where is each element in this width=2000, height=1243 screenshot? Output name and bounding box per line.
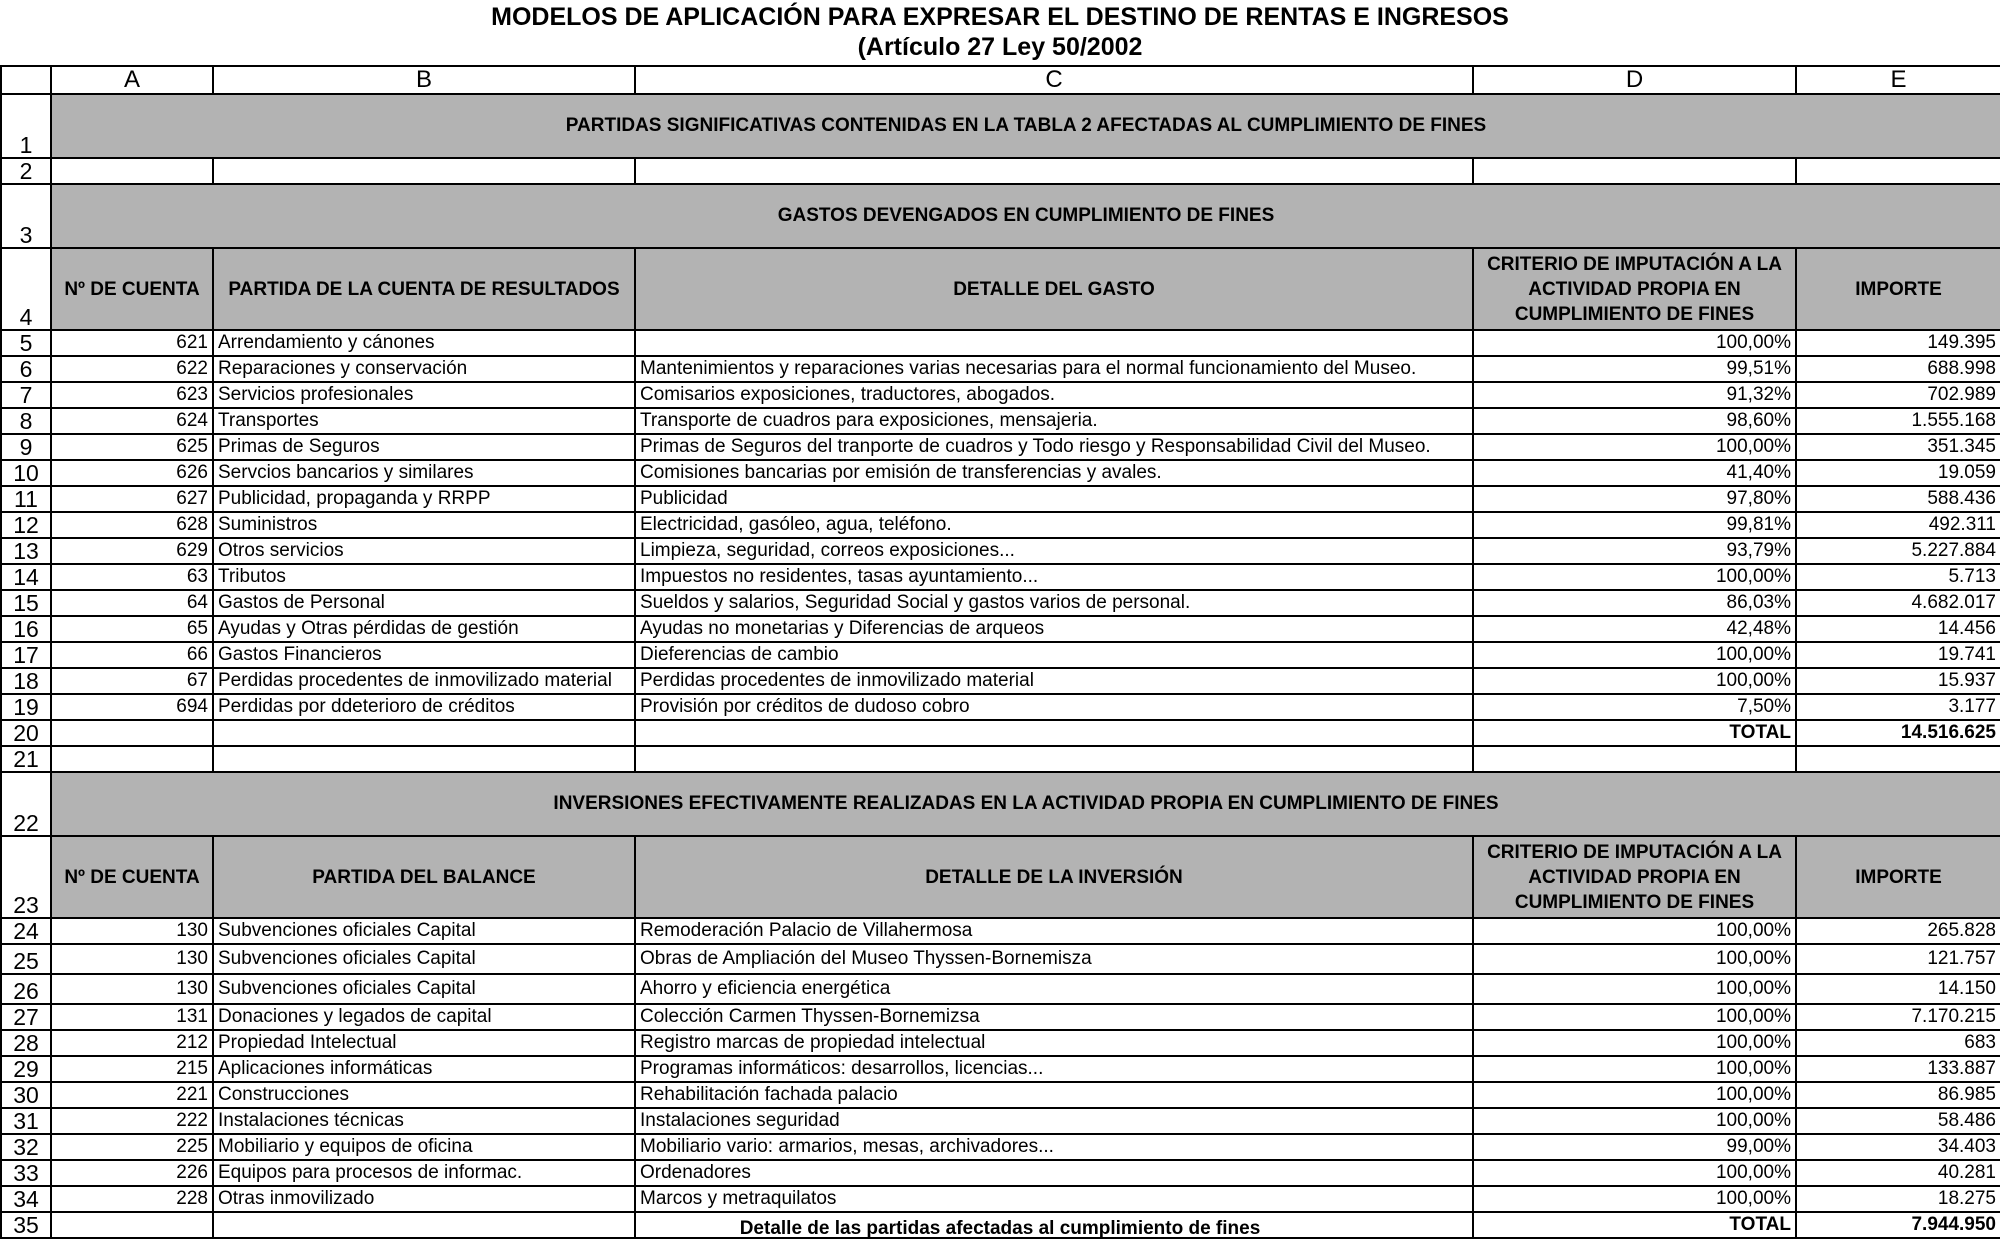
row-number[interactable]: 12 <box>1 512 51 538</box>
detail-cell[interactable]: Perdidas procedentes de inmovilizado material <box>635 668 1473 694</box>
row-number[interactable]: 27 <box>1 1004 51 1030</box>
table-row <box>1 1004 2000 1030</box>
total-value[interactable]: 14.516.625 <box>1796 720 2000 746</box>
row-number[interactable]: 8 <box>1 408 51 434</box>
row-number[interactable]: 2 <box>1 158 51 184</box>
account-number-cell[interactable]: 694 <box>51 694 213 720</box>
amount-cell[interactable]: 3.177 <box>1796 694 2000 720</box>
detail-cell[interactable]: Electricidad, gasóleo, agua, teléfono. <box>635 512 1473 538</box>
table-row <box>1 512 2000 538</box>
row-number[interactable]: 16 <box>1 616 51 642</box>
row-number[interactable]: 10 <box>1 460 51 486</box>
criteria-cell[interactable]: 100,00% <box>1473 974 1796 1004</box>
amount-cell[interactable]: 15.937 <box>1796 668 2000 694</box>
account-number-header[interactable]: Nº DE CUENTA <box>51 836 213 918</box>
criteria-cell[interactable]: 99,00% <box>1473 1134 1796 1160</box>
amount-cell[interactable]: 14.456 <box>1796 616 2000 642</box>
table-row <box>1 918 2000 944</box>
table-row <box>1 1108 2000 1134</box>
criteria-cell[interactable]: 7,50% <box>1473 694 1796 720</box>
column-header-e[interactable]: E <box>1796 66 2000 94</box>
account-number-cell[interactable]: 215 <box>51 1056 213 1082</box>
table-row <box>1 944 2000 974</box>
amount-header[interactable]: IMPORTE <box>1796 836 2000 918</box>
column-header-a[interactable]: A <box>51 66 213 94</box>
row-number[interactable]: 22 <box>1 772 51 836</box>
row-number[interactable]: 34 <box>1 1186 51 1212</box>
criteria-cell[interactable]: 100,00% <box>1473 1108 1796 1134</box>
detail-cell[interactable]: Ahorro y eficiencia energética <box>635 974 1473 1004</box>
criteria-header[interactable]: CRITERIO DE IMPUTACIÓN A LA ACTIVIDAD PROPIA EN CUMPLIMIENTO DE FINES <box>1473 248 1796 330</box>
empty-cell[interactable] <box>635 158 1473 184</box>
account-number-cell[interactable]: 226 <box>51 1160 213 1186</box>
row-number[interactable]: 14 <box>1 564 51 590</box>
account-number-cell[interactable]: 627 <box>51 486 213 512</box>
detail-cell[interactable]: Ayudas no monetarias y Diferencias de arqueos <box>635 616 1473 642</box>
column-header-b[interactable]: B <box>213 66 635 94</box>
row-number[interactable]: 24 <box>1 918 51 944</box>
criteria-cell[interactable]: 100,00% <box>1473 918 1796 944</box>
section-header-row <box>1 184 2000 248</box>
amount-cell[interactable]: 702.989 <box>1796 382 2000 408</box>
item-cell[interactable]: Mobiliario y equipos de oficina <box>213 1134 635 1160</box>
item-cell[interactable]: Instalaciones técnicas <box>213 1108 635 1134</box>
table-row <box>1 382 2000 408</box>
account-number-cell[interactable]: 221 <box>51 1082 213 1108</box>
account-number-cell[interactable]: 130 <box>51 944 213 974</box>
amount-header[interactable]: IMPORTE <box>1796 248 2000 330</box>
row-number[interactable]: 35 <box>1 1212 51 1238</box>
empty-cell[interactable] <box>213 746 635 772</box>
amount-cell[interactable]: 86.985 <box>1796 1082 2000 1108</box>
account-number-cell[interactable]: 622 <box>51 356 213 382</box>
criteria-cell[interactable]: 42,48% <box>1473 616 1796 642</box>
criteria-cell[interactable]: 100,00% <box>1473 564 1796 590</box>
detail-cell[interactable]: Comisarios exposiciones, traductores, abogados. <box>635 382 1473 408</box>
amount-cell[interactable]: 683 <box>1796 1030 2000 1056</box>
table-row <box>1 590 2000 616</box>
empty-cell[interactable] <box>51 158 213 184</box>
row-number[interactable]: 26 <box>1 974 51 1004</box>
amount-cell[interactable]: 688.998 <box>1796 356 2000 382</box>
detail-cell[interactable]: Primas de Seguros del tranporte de cuadros y Todo riesgo y Responsabilidad Civil del Museo. <box>635 434 1473 460</box>
item-cell[interactable]: Primas de Seguros <box>213 434 635 460</box>
row-number[interactable]: 17 <box>1 642 51 668</box>
amount-cell[interactable]: 4.682.017 <box>1796 590 2000 616</box>
row-number[interactable]: 28 <box>1 1030 51 1056</box>
section-title[interactable]: GASTOS DEVENGADOS EN CUMPLIMIENTO DE FINES <box>51 184 2000 248</box>
item-cell[interactable]: Perdidas procedentes de inmovilizado material <box>213 668 635 694</box>
row-number[interactable]: 5 <box>1 330 51 356</box>
detail-cell[interactable]: Publicidad <box>635 486 1473 512</box>
item-cell[interactable]: Subvenciones oficiales Capital <box>213 918 635 944</box>
table-row <box>1 694 2000 720</box>
amount-cell[interactable]: 19.741 <box>1796 642 2000 668</box>
page-subtitle: (Artículo 27 Ley 50/2002 <box>857 33 1143 61</box>
account-number-cell[interactable]: 628 <box>51 512 213 538</box>
item-cell[interactable]: Construcciones <box>213 1082 635 1108</box>
detail-cell[interactable]: Mantenimientos y reparaciones varias necesarias para el normal funcionamiento del Museo. <box>635 356 1473 382</box>
amount-cell[interactable]: 40.281 <box>1796 1160 2000 1186</box>
item-cell[interactable]: Publicidad, propaganda y RRPP <box>213 486 635 512</box>
row-number[interactable]: 6 <box>1 356 51 382</box>
row-number[interactable]: 7 <box>1 382 51 408</box>
item-cell[interactable]: Equipos para procesos de informac. <box>213 1160 635 1186</box>
table-row <box>1 330 2000 356</box>
criteria-header[interactable]: CRITERIO DE IMPUTACIÓN A LA ACTIVIDAD PROPIA EN CUMPLIMIENTO DE FINES <box>1473 836 1796 918</box>
table-row <box>1 408 2000 434</box>
amount-cell[interactable]: 5.713 <box>1796 564 2000 590</box>
item-cell[interactable]: Arrendamiento y cánones <box>213 330 635 356</box>
detail-cell[interactable]: Transporte de cuadros para exposiciones, mensajeria. <box>635 408 1473 434</box>
table-row <box>1 668 2000 694</box>
item-cell[interactable]: Subvenciones oficiales Capital <box>213 944 635 974</box>
item-cell[interactable]: Reparaciones y conservación <box>213 356 635 382</box>
detail-cell[interactable]: Mobiliario vario: armarios, mesas, archivadores... <box>635 1134 1473 1160</box>
amount-cell[interactable]: 19.059 <box>1796 460 2000 486</box>
section-title[interactable]: PARTIDAS SIGNIFICATIVAS CONTENIDAS EN LA TABLA 2 AFECTADAS AL CUMPLIMIENTO DE FINES <box>51 94 2000 158</box>
account-number-cell[interactable]: 624 <box>51 408 213 434</box>
column-header-c[interactable]: C <box>635 66 1473 94</box>
item-cell[interactable]: Servicios profesionales <box>213 382 635 408</box>
empty-cell[interactable] <box>635 746 1473 772</box>
row-number[interactable]: 4 <box>1 248 51 330</box>
detail-header[interactable]: DETALLE DE LA INVERSIÓN <box>635 836 1473 918</box>
amount-cell[interactable]: 149.395 <box>1796 330 2000 356</box>
row-number[interactable]: 19 <box>1 694 51 720</box>
criteria-cell[interactable]: 41,40% <box>1473 460 1796 486</box>
detail-header[interactable]: DETALLE DEL GASTO <box>635 248 1473 330</box>
empty-cell[interactable] <box>51 746 213 772</box>
row-number[interactable]: 21 <box>1 746 51 772</box>
amount-cell[interactable]: 1.555.168 <box>1796 408 2000 434</box>
account-number-cell[interactable]: 212 <box>51 1030 213 1056</box>
row-number[interactable]: 15 <box>1 590 51 616</box>
row-number[interactable]: 3 <box>1 184 51 248</box>
account-number-cell[interactable]: 228 <box>51 1186 213 1212</box>
blank-row <box>1 158 2000 184</box>
section-header-row <box>1 772 2000 836</box>
table-row <box>1 974 2000 1004</box>
account-number-cell[interactable]: 625 <box>51 434 213 460</box>
criteria-cell[interactable]: 98,60% <box>1473 408 1796 434</box>
amount-cell[interactable]: 58.486 <box>1796 1108 2000 1134</box>
table-row <box>1 460 2000 486</box>
detail-cell[interactable] <box>635 330 1473 356</box>
table-row <box>1 642 2000 668</box>
criteria-cell[interactable]: 100,00% <box>1473 1160 1796 1186</box>
table-row <box>1 616 2000 642</box>
blank-row <box>1 746 2000 772</box>
table-row <box>1 356 2000 382</box>
item-header[interactable]: PARTIDA DEL BALANCE <box>213 836 635 918</box>
amount-cell[interactable]: 265.828 <box>1796 918 2000 944</box>
row-number[interactable]: 25 <box>1 944 51 974</box>
row-number[interactable]: 33 <box>1 1160 51 1186</box>
detail-cell[interactable]: Obras de Ampliación del Museo Thyssen-Bornemisza <box>635 944 1473 974</box>
item-cell[interactable]: Otras inmovilizado <box>213 1186 635 1212</box>
criteria-cell[interactable]: 99,51% <box>1473 356 1796 382</box>
section-title[interactable]: INVERSIONES EFECTIVAMENTE REALIZADAS EN LA ACTIVIDAD PROPIA EN CUMPLIMIENTO DE FINES <box>51 772 2000 836</box>
detail-cell[interactable]: Registro marcas de propiedad intelectual <box>635 1030 1473 1056</box>
item-cell[interactable]: Perdidas por ddeterioro de créditos <box>213 694 635 720</box>
row-number[interactable]: 29 <box>1 1056 51 1082</box>
detail-cell[interactable]: Instalaciones seguridad <box>635 1108 1473 1134</box>
row-number[interactable]: 18 <box>1 668 51 694</box>
criteria-cell[interactable]: 100,00% <box>1473 1030 1796 1056</box>
row-number[interactable]: 9 <box>1 434 51 460</box>
item-cell[interactable]: Propiedad Intelectual <box>213 1030 635 1056</box>
row-number[interactable]: 32 <box>1 1134 51 1160</box>
detail-cell[interactable]: Limpieza, seguridad, correos exposiciones... <box>635 538 1473 564</box>
item-cell[interactable]: Gastos de Personal <box>213 590 635 616</box>
item-cell[interactable]: Suministros <box>213 512 635 538</box>
total-row <box>1 720 2000 746</box>
table-row <box>1 564 2000 590</box>
account-number-cell[interactable]: 621 <box>51 330 213 356</box>
table-row <box>1 1134 2000 1160</box>
item-cell[interactable]: Servcios bancarios y similares <box>213 460 635 486</box>
amount-cell[interactable]: 588.436 <box>1796 486 2000 512</box>
empty-cell[interactable] <box>213 158 635 184</box>
total-label[interactable]: TOTAL <box>1473 720 1796 746</box>
empty-cell[interactable] <box>213 720 635 746</box>
account-number-cell[interactable]: 67 <box>51 668 213 694</box>
corner-cell <box>1 66 51 94</box>
page-title: MODELOS DE APLICACIÓN PARA EXPRESAR EL DESTINO DE RENTAS E INGRESOS <box>491 3 1509 31</box>
amount-cell[interactable]: 14.150 <box>1796 974 2000 1004</box>
account-number-cell[interactable]: 130 <box>51 974 213 1004</box>
row-number[interactable]: 11 <box>1 486 51 512</box>
empty-cell[interactable] <box>635 720 1473 746</box>
criteria-cell[interactable]: 86,03% <box>1473 590 1796 616</box>
criteria-cell[interactable]: 100,00% <box>1473 668 1796 694</box>
amount-cell[interactable]: 492.311 <box>1796 512 2000 538</box>
item-cell[interactable]: Aplicaciones informáticas <box>213 1056 635 1082</box>
criteria-cell[interactable]: 100,00% <box>1473 1186 1796 1212</box>
empty-cell[interactable] <box>1796 746 2000 772</box>
item-cell[interactable]: Donaciones y legados de capital <box>213 1004 635 1030</box>
table-row <box>1 1082 2000 1108</box>
item-cell[interactable]: Otros servicios <box>213 538 635 564</box>
item-cell[interactable]: Transportes <box>213 408 635 434</box>
row-number[interactable]: 31 <box>1 1108 51 1134</box>
criteria-cell[interactable]: 100,00% <box>1473 1004 1796 1030</box>
row-number[interactable]: 30 <box>1 1082 51 1108</box>
account-number-cell[interactable]: 66 <box>51 642 213 668</box>
row-number[interactable]: 23 <box>1 836 51 918</box>
criteria-cell[interactable]: 97,80% <box>1473 486 1796 512</box>
total-value[interactable]: 7.944.950 <box>1796 1212 2000 1238</box>
table-row <box>1 1160 2000 1186</box>
detail-cell[interactable]: Comisiones bancarias por emisión de transferencias y avales. <box>635 460 1473 486</box>
account-number-header[interactable]: Nº DE CUENTA <box>51 248 213 330</box>
account-number-cell[interactable]: 222 <box>51 1108 213 1134</box>
detail-cell[interactable]: Ordenadores <box>635 1160 1473 1186</box>
column-header-row <box>1 66 2000 94</box>
detail-cell[interactable]: Programas informáticos: desarrollos, licencias... <box>635 1056 1473 1082</box>
criteria-cell[interactable]: 93,79% <box>1473 538 1796 564</box>
amount-cell[interactable]: 7.170.215 <box>1796 1004 2000 1030</box>
table-row <box>1 538 2000 564</box>
item-header[interactable]: PARTIDA DE LA CUENTA DE RESULTADOS <box>213 248 635 330</box>
criteria-cell[interactable]: 100,00% <box>1473 944 1796 974</box>
account-number-cell[interactable]: 63 <box>51 564 213 590</box>
total-label[interactable]: TOTAL <box>1473 1212 1796 1238</box>
footer-caption: Detalle de las partidas afectadas al cumplimiento de fines <box>739 1218 1261 1239</box>
table-row <box>1 434 2000 460</box>
detail-cell[interactable]: Marcos y metraquilatos <box>635 1186 1473 1212</box>
row-number[interactable]: 20 <box>1 720 51 746</box>
empty-cell[interactable] <box>1473 746 1796 772</box>
row-number[interactable]: 1 <box>1 94 51 158</box>
criteria-cell[interactable]: 99,81% <box>1473 512 1796 538</box>
amount-cell[interactable]: 34.403 <box>1796 1134 2000 1160</box>
criteria-cell[interactable]: 100,00% <box>1473 1082 1796 1108</box>
criteria-cell[interactable]: 100,00% <box>1473 434 1796 460</box>
detail-cell[interactable]: Impuestos no residentes, tasas ayuntamiento... <box>635 564 1473 590</box>
detail-cell[interactable]: Rehabilitación fachada palacio <box>635 1082 1473 1108</box>
table-row <box>1 486 2000 512</box>
empty-cell[interactable] <box>1796 158 2000 184</box>
criteria-cell[interactable]: 91,32% <box>1473 382 1796 408</box>
table-row <box>1 1056 2000 1082</box>
amount-cell[interactable]: 121.757 <box>1796 944 2000 974</box>
detail-cell[interactable]: Provisión por créditos de dudoso cobro <box>635 694 1473 720</box>
detail-cell[interactable]: Sueldos y salarios, Seguridad Social y gastos varios de personal. <box>635 590 1473 616</box>
account-number-cell[interactable]: 65 <box>51 616 213 642</box>
row-number[interactable]: 13 <box>1 538 51 564</box>
item-cell[interactable]: Gastos Financieros <box>213 642 635 668</box>
criteria-cell[interactable]: 100,00% <box>1473 1056 1796 1082</box>
detail-cell[interactable]: Dieferencias de cambio <box>635 642 1473 668</box>
account-number-cell[interactable]: 623 <box>51 382 213 408</box>
empty-cell[interactable] <box>51 720 213 746</box>
account-number-cell[interactable]: 629 <box>51 538 213 564</box>
table-header-row <box>1 248 2000 330</box>
amount-cell[interactable]: 133.887 <box>1796 1056 2000 1082</box>
table-header-row <box>1 836 2000 918</box>
account-number-cell[interactable]: 225 <box>51 1134 213 1160</box>
detail-cell[interactable]: Remoderación Palacio de Villahermosa <box>635 918 1473 944</box>
amount-cell[interactable]: 5.227.884 <box>1796 538 2000 564</box>
criteria-cell[interactable]: 100,00% <box>1473 330 1796 356</box>
item-cell[interactable]: Ayudas y Otras pérdidas de gestión <box>213 616 635 642</box>
empty-cell[interactable] <box>1473 158 1796 184</box>
spreadsheet-table <box>0 65 2000 1239</box>
table-row <box>1 1186 2000 1212</box>
detail-cell[interactable]: Colección Carmen Thyssen-Bornemizsa <box>635 1004 1473 1030</box>
amount-cell[interactable]: 351.345 <box>1796 434 2000 460</box>
account-number-cell[interactable]: 64 <box>51 590 213 616</box>
section-header-row <box>1 94 2000 158</box>
account-number-cell[interactable]: 131 <box>51 1004 213 1030</box>
table-row <box>1 1030 2000 1056</box>
account-number-cell[interactable]: 626 <box>51 460 213 486</box>
item-cell[interactable]: Tributos <box>213 564 635 590</box>
item-cell[interactable]: Subvenciones oficiales Capital <box>213 974 635 1004</box>
criteria-cell[interactable]: 100,00% <box>1473 642 1796 668</box>
amount-cell[interactable]: 18.275 <box>1796 1186 2000 1212</box>
account-number-cell[interactable]: 130 <box>51 918 213 944</box>
column-header-d[interactable]: D <box>1473 66 1796 94</box>
